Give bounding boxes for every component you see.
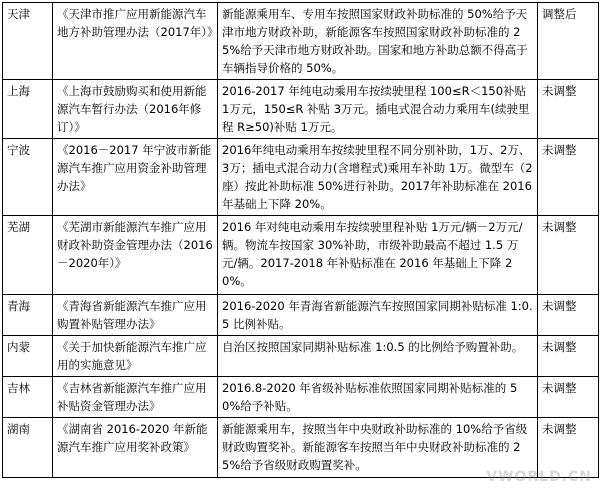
city-cell: 内蒙: [3, 336, 53, 377]
status-cell: 未调整: [538, 80, 599, 139]
detail-cell: 2016-2017 年纯电动乘用车按续驶里程 100≤R＜150补贴 1万元，150≤R 补贴 3万元。插电式混合动力乘用车(续驶里程 R≥50)补贴 1万元。: [218, 80, 538, 139]
city-cell: 宁波: [3, 139, 53, 216]
status-cell: 未调整: [538, 418, 599, 478]
city-cell: 上海: [3, 80, 53, 139]
city-cell: 吉林: [3, 377, 53, 418]
city-cell: 青海: [3, 295, 53, 336]
detail-cell: 新能源乘用车、专用车按照国家财政补助标准的 50%给予天津市地方财政补助，新能源客车按照国家财政补助标准的 25%给予天津市地方财政补助。国家和地方补助总额不得高于车辆指导价格的 50%。: [218, 3, 538, 80]
policy-cell: 《吉林省新能源汽车推广应用补贴资金管理办法》: [53, 377, 218, 418]
policy-cell: 《2016－2017 年宁波市新能源汽车推广应用资金补助管理办法》: [53, 139, 218, 216]
city-cell: 湖南: [3, 418, 53, 478]
status-cell: 未调整: [538, 336, 599, 377]
policy-cell: 《天津市推广应用新能源汽车地方补助管理办法（2017年）》: [53, 3, 218, 80]
watermark: VWORLD.CN: [486, 469, 592, 485]
city-cell: 天津: [3, 3, 53, 80]
status-cell: 未调整: [538, 295, 599, 336]
detail-cell: 2016-2020 年青海省新能源汽车按照国家同期补贴标准 1:0.5 比例补贴。: [218, 295, 538, 336]
policy-cell: 《青海省新能源汽车推广应用购置补贴管理办法》: [53, 295, 218, 336]
table-row: [3, 80, 599, 139]
table-row: [3, 3, 599, 80]
detail-cell: 2016 年对纯电动乘用车按续驶里程补贴 1万元/辆－2万元/辆。物流车按国家 30%补助，市级补助最高不超过 1.5 万元/辆。2017-2018 年补贴标准在 2016 年基础上下降 20%。: [218, 216, 538, 295]
table-row: [3, 216, 599, 295]
table-row: [3, 336, 599, 377]
policy-cell: 《关于加快新能源汽车推广应用的实施意见》: [53, 336, 218, 377]
detail-cell: 新能源乘用车，按照当年中央财政补助标准的 10%给予省级财政购置奖补。新能源客车按照当年中央财政补助标准的 25%给予省级财政购置奖补。: [218, 418, 538, 478]
policy-cell: 《芜湖市新能源汽车推广应用财政补助资金管理办法（2016－2020年）》: [53, 216, 218, 295]
policy-cell: 《上海市鼓励购买和使用新能源汽车暂行办法（2016年修订）》: [53, 80, 218, 139]
status-cell: 调整后: [538, 3, 599, 80]
subsidy-policy-table: [2, 2, 599, 478]
policy-cell: 《湖南省 2016-2020 年新能源汽车推广应用奖补政策》: [53, 418, 218, 478]
city-cell: 芜湖: [3, 216, 53, 295]
table-row: [3, 295, 599, 336]
table-row: [3, 377, 599, 418]
status-cell: 未调整: [538, 377, 599, 418]
detail-cell: 自治区按照国家同期补贴标准 1:0.5 的比例给予购置补助。: [218, 336, 538, 377]
table-row: [3, 139, 599, 216]
detail-cell: 2016年纯电动乘用车按续驶里程不同分别补助，1万、2万、3万；插电式混合动力(含增程式)乘用车补助 1万。微型车（2座）按此补助标准 50%进行补助。2017年补助标准在 2016 年基础上下降 20%。: [218, 139, 538, 216]
detail-cell: 2016.8-2020 年省级补贴标准依照国家同期补贴标准的 50%给予补贴。: [218, 377, 538, 418]
status-cell: 未调整: [538, 216, 599, 295]
status-cell: 未调整: [538, 139, 599, 216]
